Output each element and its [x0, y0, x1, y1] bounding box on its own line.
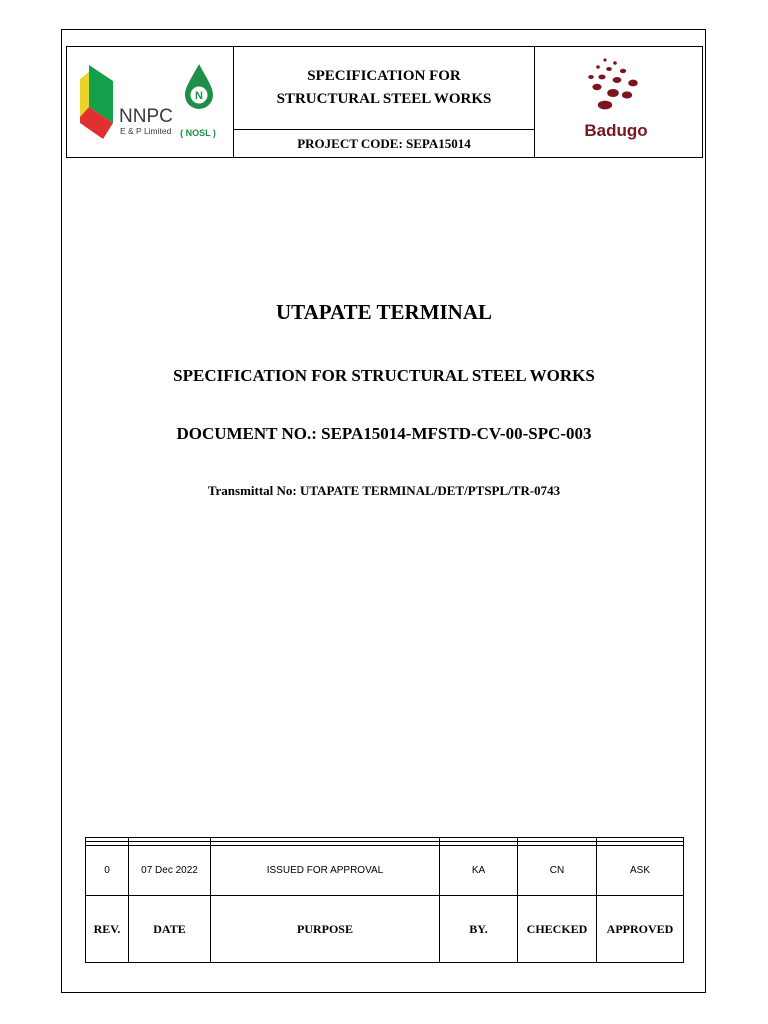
- document-number: DOCUMENT NO.: SEPA15014-MFSTD-CV-00-SPC-003: [176, 424, 592, 443]
- table-row: [86, 846, 684, 896]
- badugo-logo-cell: [535, 47, 702, 157]
- date-cell: 07 Dec 2022: [129, 846, 211, 896]
- badugo-logo: [535, 47, 701, 157]
- by-cell: KA: [440, 846, 518, 896]
- header-title-cell: [234, 47, 535, 157]
- nnpc-logo: [67, 47, 233, 157]
- table-header-row: [86, 896, 684, 963]
- document-header: [66, 46, 703, 158]
- checked-cell: CN: [518, 846, 597, 896]
- svg-text:NNPC: NNPC: [119, 106, 173, 127]
- header-by: BY.: [440, 896, 518, 963]
- header-date: DATE: [129, 896, 211, 963]
- svg-text:( NOSL ): ( NOSL ): [180, 128, 216, 138]
- header-checked: CHECKED: [518, 896, 597, 963]
- header-purpose: PURPOSE: [211, 896, 440, 963]
- header-approved: APPROVED: [597, 896, 684, 963]
- purpose-cell: ISSUED FOR APPROVAL: [211, 846, 440, 896]
- svg-text:Badugo: Badugo: [584, 121, 648, 140]
- main-title: UTAPATE TERMINAL: [275, 300, 493, 324]
- svg-text:N: N: [195, 90, 203, 102]
- header-rev: REV.: [86, 896, 129, 963]
- approved-cell: ASK: [597, 846, 684, 896]
- header-title-line1: SPECIFICATION FOR: [307, 68, 461, 84]
- header-title-line2: STRUCTURAL STEEL WORKS: [276, 91, 492, 107]
- header-title: [234, 47, 534, 130]
- rev-cell: 0: [86, 846, 129, 896]
- nnpc-logo-cell: [67, 47, 234, 157]
- svg-text:E & P Limited: E & P Limited: [120, 126, 172, 136]
- revision-table: [85, 837, 684, 963]
- main-subtitle: SPECIFICATION FOR STRUCTURAL STEEL WORKS: [173, 366, 595, 385]
- project-code: PROJECT CODE: SEPA15014: [297, 135, 471, 151]
- transmittal-number: Transmittal No: UTAPATE TERMINAL/DET/PTSPL/TR-0743: [207, 483, 561, 498]
